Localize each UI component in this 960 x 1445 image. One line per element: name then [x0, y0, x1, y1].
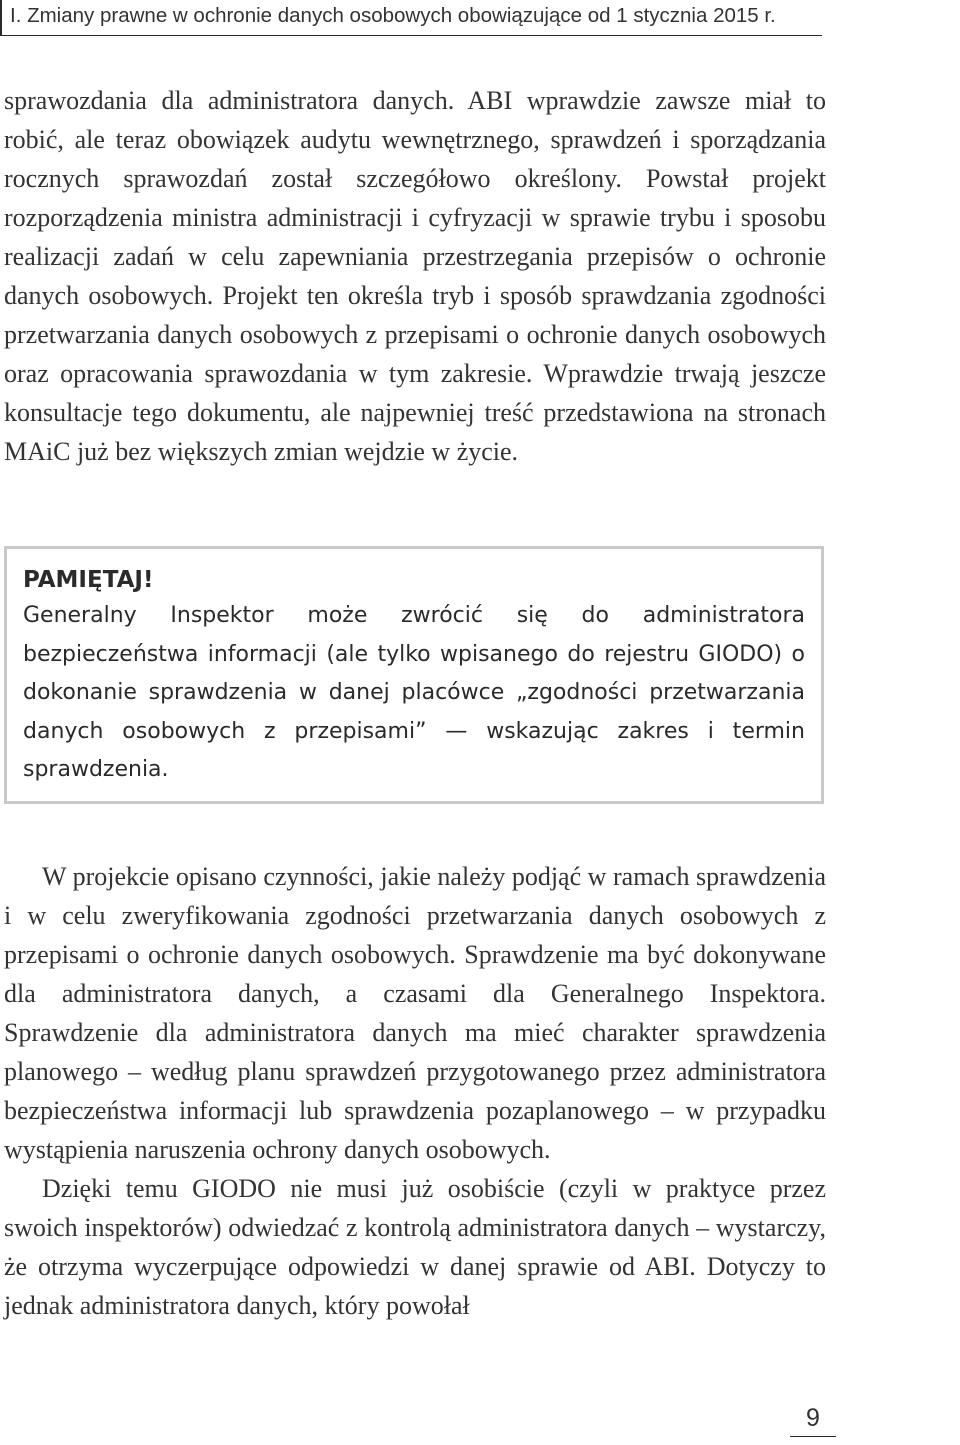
- body-text-top: [4, 81, 826, 471]
- paragraph-giodo: Dzięki temu GIODO nie musi już osobiście (czyli w praktyce przez swoich inspektorów) odwiedzać z kontrolą administratora danych – wystarczy, że otrzyma wyczerpujące odpowiedzi w danej sprawie od ABI. Dotyczy to jednak administratora danych, który powołał: [4, 1174, 826, 1320]
- callout-title: PAMIĘTAJ!: [23, 567, 154, 593]
- body-text-bottom: [4, 857, 826, 1325]
- paragraph-continuation: sprawozdania dla administratora danych. ABI wprawdzie zawsze miał to robić, ale teraz obowiązek audytu wewnętrznego, sprawdzeń i sporządzania rocznych sprawozdań został szczegółowo określony. Powstał projekt rozporządzenia ministra administracji i cyfryzacji w sprawie trybu i sposobu realizacji zadań w celu zapewniania przestrzegania przepisów o ochronie danych osobowych. Projekt ten określa tryb i sposób sprawdzania zgodności przetwarzania danych osobowych z przepisami o ochronie danych osobowych oraz opracowania sprawozdania w tym zakresie. Wprawdzie trwają jeszcze konsultacje tego dokumentu, ale najpewniej treść przedstawiona na stronach MAiC już bez większych zmian wejdzie w życie.: [4, 86, 826, 466]
- page-number: 9: [790, 1404, 836, 1437]
- remember-callout-box: [4, 546, 824, 804]
- paragraph-project-description: W projekcie opisano czynności, jakie należy podjąć w ramach sprawdzenia i w celu zweryfikowania zgodności przetwarzania danych osobowych z przepisami o ochronie danych osobowych. Sprawdzenie ma być dokonywane dla administratora danych, a czasami dla Generalnego Inspektora. Sprawdzenie dla administratora danych ma mieć charakter sprawdzenia planowego – według planu sprawdzeń przygotowanego przez administratora bezpieczeństwa informacji lub sprawdzenia pozaplanowego – w przypadku wystąpienia naruszenia ochrony danych osobowych.: [4, 862, 826, 1164]
- running-header: I. Zmiany prawne w ochronie danych osobowych obowiązujące od 1 stycznia 2015 r.: [0, 0, 822, 36]
- callout-text: Generalny Inspektor może zwrócić się do administratora bezpieczeństwa informacji (ale tylko wpisanego do rejestru GIODO) o dokonanie sprawdzenia w danej placówce „zgodności przetwarzania danych osobowych z przepisami” — wskazując zakres i termin sprawdzenia.: [23, 603, 805, 782]
